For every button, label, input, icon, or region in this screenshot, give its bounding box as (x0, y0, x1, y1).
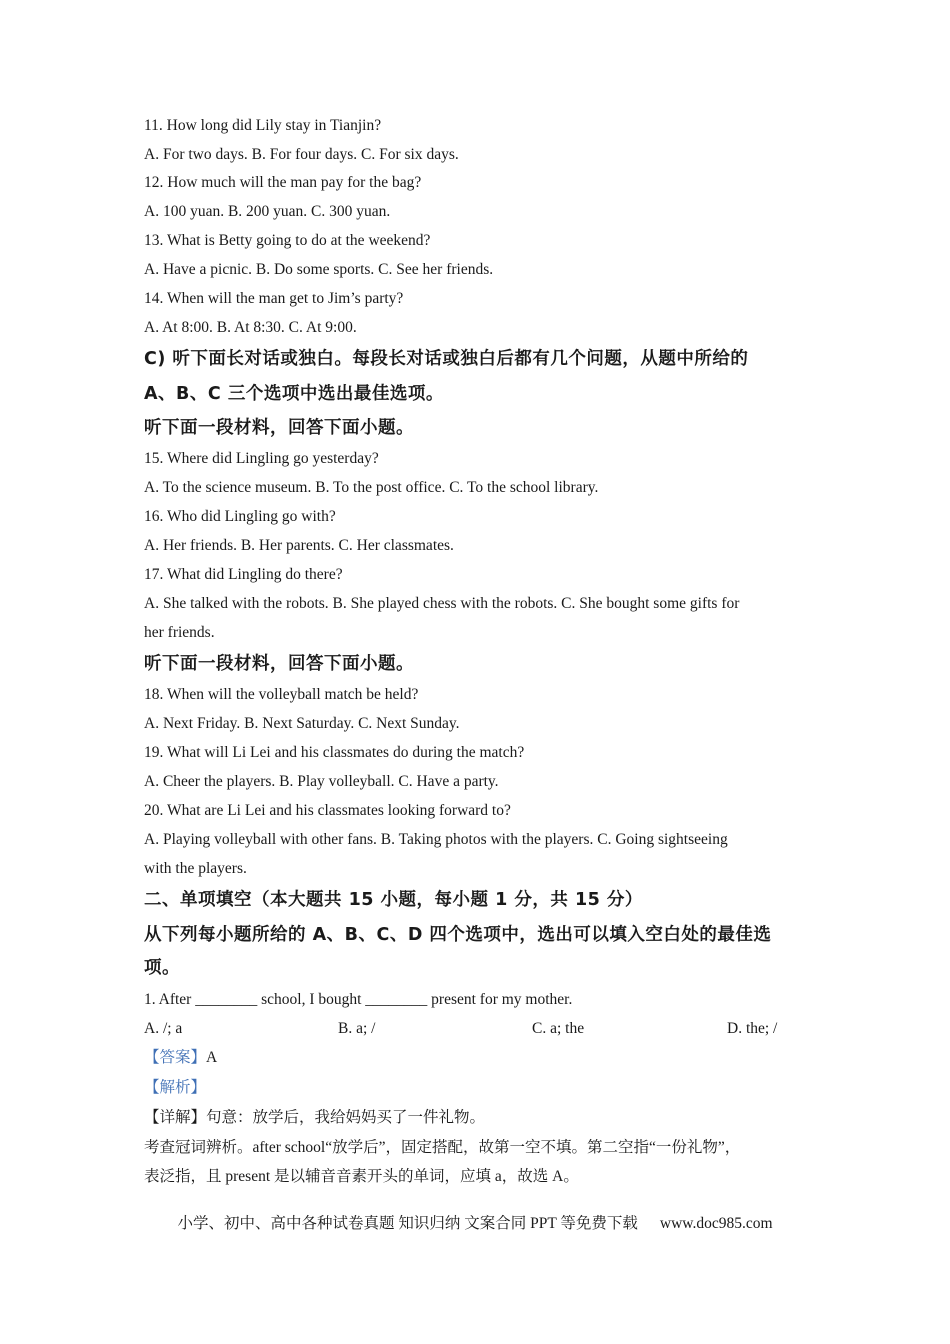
option-d: D. the; / (727, 1020, 778, 1037)
question-17-options-cont: her friends. (144, 624, 215, 641)
question-12-options: A. 100 yuan. B. 200 yuan. C. 300 yuan. (144, 203, 391, 220)
question-11: 11. How long did Lily stay in Tianjin? (144, 117, 382, 134)
listen-instruction-1: 听下面一段材料，回答下面小题。 (144, 418, 414, 438)
question-20-options: A. Playing volleyball with other fans. B. Taking photos with the players. C. Going sightseeing (144, 831, 728, 848)
question-20-options-cont: with the players. (144, 860, 247, 877)
listen-instruction-2: 听下面一段材料，回答下面小题。 (144, 654, 414, 674)
question-16: 16. Who did Lingling go with? (144, 508, 336, 525)
page-footer (0, 1210, 950, 1238)
question-15-options: A. To the science museum. B. To the post office. C. To the school library. (144, 479, 599, 496)
question-11-options: A. For two days. B. For four days. C. For six days. (144, 146, 459, 163)
question-14: 14. When will the man get to Jim’s party? (144, 290, 404, 307)
question-20: 20. What are Li Lei and his classmates looking forward to? (144, 802, 511, 819)
detail-line: 【详解】句意：放学后，我给妈妈买了一件礼物。 (144, 1109, 486, 1126)
footer-text: 小学、初中、高中各种试卷真题 知识归纳 文案合同 PPT 等免费下载 (177, 1215, 638, 1232)
option-a: A. /; a (144, 1020, 183, 1037)
question-15: 15. Where did Lingling go yesterday? (144, 450, 379, 467)
fill-question-1-options (144, 1014, 814, 1043)
section-c-heading-line2: A、B、C 三个选项中选出最佳选项。 (144, 384, 444, 404)
question-19: 19. What will Li Lei and his classmates do during the match? (144, 744, 525, 761)
question-18-options: A. Next Friday. B. Next Saturday. C. Next Sunday. (144, 715, 460, 732)
answer-line (144, 1043, 814, 1072)
section-2-heading: 二、单项填空（本大题共 15 小题，每小题 1 分，共 15 分） (144, 890, 643, 910)
option-c: C. a; the (532, 1020, 585, 1037)
answer-label: 【答案】 (144, 1049, 207, 1066)
question-12: 12. How much will the man pay for the bag? (144, 174, 422, 191)
explanation-line1: 考查冠词辨析。after school“放学后”，固定搭配，故第一空不填。第二空指“一份礼物”， (144, 1139, 741, 1156)
section-2-instruction-line2: 项。 (144, 958, 180, 978)
explanation-line2: 表泛指，且 present 是以辅音音素开头的单词，应填 a，故选 A。 (144, 1168, 579, 1185)
question-17: 17. What did Lingling do there? (144, 566, 343, 583)
section-c-heading-line1: C) 听下面长对话或独白。每段长对话或独白后都有几个问题，从题中所给的 (144, 349, 749, 369)
question-18: 18. When will the volleyball match be held? (144, 686, 419, 703)
option-b: B. a; / (338, 1020, 376, 1037)
answer-value: A (206, 1049, 218, 1066)
question-13-options: A. Have a picnic. B. Do some sports. C. See her friends. (144, 261, 494, 278)
footer-site[interactable]: www.doc985.com (659, 1215, 773, 1232)
section-2-instruction-line1: 从下列每小题所给的 A、B、C、D 四个选项中，选出可以填入空白处的最佳选 (144, 925, 772, 945)
question-17-options: A. She talked with the robots. B. She played chess with the robots. C. She bought some gifts for (144, 595, 740, 612)
question-16-options: A. Her friends. B. Her parents. C. Her classmates. (144, 537, 454, 554)
question-19-options: A. Cheer the players. B. Play volleyball. C. Have a party. (144, 773, 499, 790)
question-14-options: A. At 8:00. B. At 8:30. C. At 9:00. (144, 319, 357, 336)
fill-question-1: 1. After ________ school, I bought ________ present for my mother. (144, 991, 573, 1008)
question-13: 13. What is Betty going to do at the weekend? (144, 232, 431, 249)
analysis-label: 【解析】 (144, 1079, 207, 1096)
